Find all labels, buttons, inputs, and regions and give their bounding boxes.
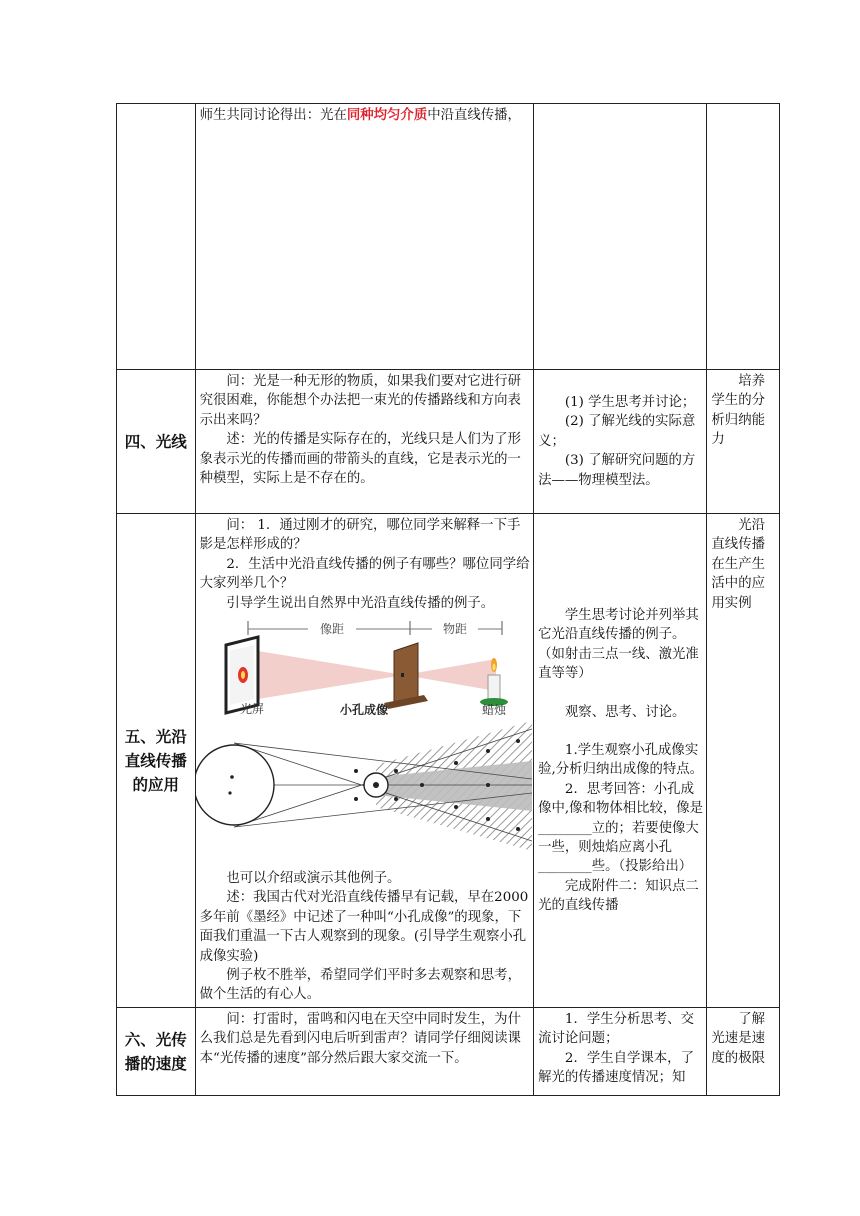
student-item: (1) 学生思考并讨论； (564, 394, 696, 410)
teacher-activity-cell (195, 514, 534, 1008)
student-item: 1.学生观察小孔成像实验,分析归纳出成像的特点。 (538, 743, 704, 778)
stage-cell: 五、光沿直线传播的应用 (117, 514, 196, 1008)
table-row (117, 104, 780, 370)
pinhole-caption: 小孔成像 (339, 703, 388, 716)
teacher-activity-cell (195, 370, 534, 514)
statement-text: 述：我国古代对光沿直线传播早有记载，早在2000多年前《墨经》中记述了一种叫“小孔成像”的现象，下面我们重温一下古人观察到的现象。(引导学生观察小孔成像实验) (199, 890, 529, 964)
guide-text: 引导学生说出自然界中光沿直线传播的例子。 (226, 595, 495, 611)
question-text: 问：光是一种无形的物质，如果我们要对它进行研究很困难，你能想个办法把一束光的传播路线和方向表示出来吗？ (199, 374, 521, 428)
sun-shape (196, 745, 274, 825)
pinhole-board-shape (394, 643, 418, 705)
student-item: 完成附件二：知识点二光的直线传播 (538, 878, 699, 914)
table-row (117, 514, 780, 1008)
stage-cell (117, 104, 196, 370)
design-intent-cell: 光沿直线传播在生产生活中的应用实例 (707, 514, 780, 1008)
student-item: 1．学生分析思考、交流讨论问题； (538, 1012, 694, 1047)
stage-cell: 六、光传播的速度 (117, 1008, 196, 1096)
question-text: 问： 1．通过刚才的研究，哪位同学来解释一下手影是怎样形成的？ (199, 518, 521, 553)
lesson-plan-table (116, 103, 780, 1096)
image-distance-label: 像距 (319, 622, 344, 637)
student-item: (3) 了解研究问题的方法——物理模型法。 (538, 453, 696, 488)
design-intent-cell: 培养学生的分析归纳能力 (707, 370, 780, 514)
object-distance-label: 物距 (442, 622, 467, 637)
student-item: 观察、思考、讨论。 (564, 704, 686, 720)
teacher-activity-cell (195, 104, 534, 370)
table-row (117, 1008, 780, 1096)
teacher-activity-cell (195, 1008, 534, 1096)
design-intent-cell: 了解光速是速度的极限 (707, 1008, 780, 1096)
student-item: 2．学生自学课本，了解光的传播速度情况；知 (538, 1050, 694, 1086)
student-item: (2) 了解光线的实际意义； (538, 414, 696, 449)
student-activity-cell (534, 1008, 707, 1096)
question-text: 2．生活中光沿直线传播的例子有哪些？哪位同学给大家列举几个？ (199, 556, 530, 592)
student-activity-cell (534, 514, 707, 1008)
pinhole-imaging-figure (196, 615, 532, 715)
student-activity-cell (534, 104, 707, 370)
student-item: 2．思考回答：小孔成像中,像和物体相比较，像是________立的；若要使像大一些，则烛焰应离小孔________些。（投影给出） (538, 781, 704, 875)
candle-shape (488, 675, 500, 701)
question-text: 问：打雷时，雷鸣和闪电在天空中同时发生，为什么我们总是先看到闪电后听到雷声？请同学仔细阅读课本“光传播的速度”部分然后跟大家交流一下。 (199, 1012, 521, 1066)
eclipse-shadow-figure (196, 721, 532, 851)
table-row (117, 370, 780, 514)
student-activity-cell (534, 370, 707, 514)
screen-label: 光屏 (239, 702, 264, 716)
statement-text: 述：光的传播是实际存在的，光线只是人们为了形象表示光的传播而画的带箭头的直线，它是表示光的一种模型，实际上是不存在的。 (199, 432, 521, 487)
conclusion-text: 师生共同讨论得出：光在同种均匀介质中沿直线传播， (199, 107, 521, 123)
candle-label: 蜡烛 (481, 703, 506, 716)
highlight-text: 同种均匀介质 (346, 107, 428, 123)
design-intent-cell (707, 104, 780, 370)
closing-text: 例子枚不胜举，希望同学们平时多去观察和思考，做个生活的有心人。 (199, 968, 521, 1003)
student-item: 学生思考讨论并列举其它光沿直线传播的例子。（如射击三点一线、激光准直等等） (538, 608, 699, 682)
stage-cell: 四、光线 (117, 370, 196, 514)
note-text: 也可以介绍或演示其他例子。 (226, 871, 401, 887)
